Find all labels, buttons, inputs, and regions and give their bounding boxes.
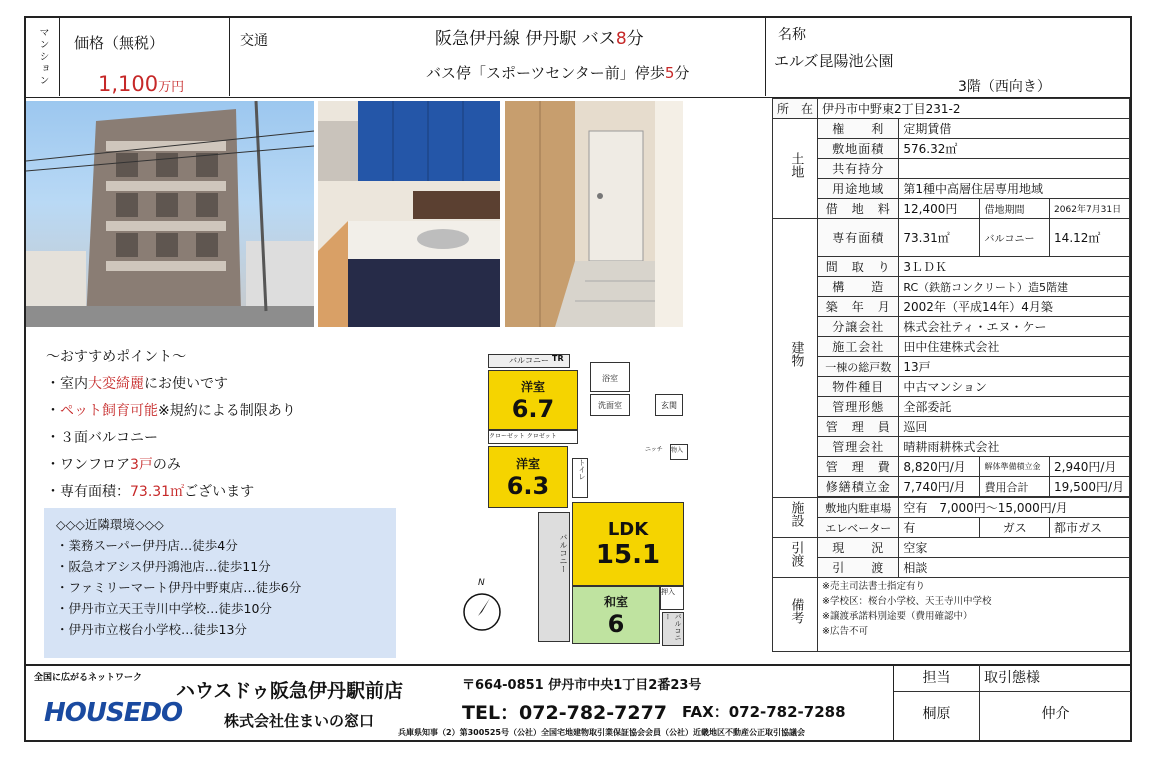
name-label: 名称 [778,27,806,43]
plan-washitsu: 和室 6 [572,586,660,644]
plan-oshiire: 押入 [660,586,684,610]
plan-balcony-bottom: バルコニー [662,612,684,646]
company-name: 株式会社住まいの窓口 [224,712,375,730]
plan-storage: 物入 [670,444,688,460]
point-5: ・専有面積：73.31㎡ございます [46,484,255,500]
property-info-table: 所 在 伊丹市中野東2丁目231-2 土地 権 利 定期賃借 敷地面積 576.32㎡ 共有持分 用途地域 第1種中高層住居専用地域 借 地 料 12,400円 借地期間 2062年7月31日 建物 専有面積 73.31㎡ バルコニー 14.12㎡ 間 取 り 3ＬＤＫ 構 造 RC（鉄筋コンクリート）造5階建 築 年 月 2002年（平成14年）4月築 分譲会社 株式会社ティ・エヌ・ケー 施工会社 田中住建株式会社 一棟の総戸数 13戸 物件種目 中古マンション 管理形態 全部委託 管 理 員 巡回 管理会社 晴耕雨耕株式会社 管 理 費 8,820円/月 解体準備積立金 2,940円/月 修繕積立金 7,740円/月 費用合計 19,500円/月 施設 敷地内駐車場 空有 7,000円〜15,000円/月 エレベーター 有 ガス 都市ガス 引渡 現 況 空家 引 渡 相談 備考 ※売主司法書士指定有り ※学校区：桜台小学校、天王寺川中学校 ※譲渡承諾料別途要（費用確認中） ※広告不可 [772,98,1130,652]
plan-balcony-top: バルコニー [488,354,570,368]
staff-label: 担当 [894,664,980,692]
building-category: 建物 [773,219,818,498]
point-1: ・室内大変綺麗にお使いです [46,376,228,392]
plan-wash: 洗面室 [590,394,630,416]
compass-rose [460,590,504,634]
neighborhood-item: ・伊丹市立天王寺川中学校…徒歩10分 [56,601,272,616]
points-title: ～おすすめポイント～ [46,349,187,365]
store-tel: TEL：072-782-7277 [462,702,668,724]
store-name: ハウスドゥ阪急伊丹駅前店 [176,680,403,702]
staff-box [893,664,1130,740]
entrance-photo [505,101,683,327]
price-block [60,18,230,96]
point-2: ・ペット飼育可能※規約による制限あり [46,403,296,419]
kitchen-illustration [318,101,500,327]
exterior-photo [26,101,314,327]
plan-toilet: トイレ [572,458,588,498]
point-4: ・ワンフロア3戸のみ [46,457,181,473]
network-text: 全国に広がるネットワーク [34,673,143,683]
neighborhood-title: ◇◇◇近隣環境◇◇◇ [56,517,164,532]
neighborhood-item: ・ファミリーマート伊丹中野東店…徒歩6分 [56,580,302,595]
store-address: 〒664-0851 伊丹市中央1丁目2番23号 [462,678,702,693]
compass-icon: N [460,578,504,634]
price-value-wrap [98,72,184,96]
row-location: 所 在 伊丹市中野東2丁目231-2 [773,99,1130,119]
building-illustration [26,101,314,327]
land-category: 土地 [773,119,818,219]
location-value: 伊丹市中野東2丁目231-2 [818,99,1130,119]
store-fax: FAX：072-782-7288 [682,703,846,721]
plan-bath: 浴室 [590,362,630,392]
entrance-illustration [505,101,683,327]
name-block [766,18,1130,96]
plan-ldk: LDK 15.1 [572,502,684,586]
price-label: 価格（無税） [74,34,165,52]
transport-line-1: 阪急伊丹線 伊丹駅 バス8分 [435,29,644,49]
plan-room-western-1: 洋室 6.7 [488,370,578,430]
transport-label: 交通 [240,33,268,49]
deal-label: 取引態様 [980,664,1131,692]
plan-closet: クローゼット クロゼット [488,430,578,444]
neighborhood-box [44,508,396,658]
neighborhood-item: ・阪急オアシス伊丹鴻池店…徒歩11分 [56,559,271,574]
notes-cell: ※売主司法書士指定有り ※学校区：桜台小学校、天王寺川中学校 ※譲渡承諾料別途要（費用確認中） ※広告不可 [818,578,1130,652]
property-type-vertical: マンション [26,18,60,96]
kitchen-photo [318,101,500,327]
plan-balcony-side: バルコニー [538,512,570,642]
staff-value: 桐原 [894,692,980,740]
deal-value: 仲介 [1041,706,1070,722]
plan-niche: ニッチ [645,446,663,453]
license-text: 兵庫県知事（2）第300525号（公社）全国宅地建物取引業保証協会会員（公社）近畿地区不動産公正取引協議会 [398,728,805,737]
handover-category: 引渡 [773,538,818,578]
plan-room-western-2: 洋室 6.3 [488,446,568,508]
plan-tr: TR [552,354,564,363]
notes-category: 備考 [773,578,818,652]
point-3: ・３面バルコニー [46,430,158,446]
price-value: 1,100 [98,72,159,96]
neighborhood-item: ・業務スーパー伊丹店…徒歩4分 [56,538,238,553]
floor-direction: 3階（西向き） [958,79,1051,95]
plan-entrance: 玄関 [655,394,683,416]
transport-block [230,18,766,96]
price-unit: 万円 [158,80,185,95]
floor-plan [480,352,690,658]
building-name: エルズ昆陽池公園 [774,52,894,70]
facility-category: 施設 [773,498,818,538]
transport-line-2: バス停「スポーツセンター前」停歩5分 [426,64,690,82]
recommend-points [46,344,426,506]
housedo-logo: HOUSEDO [44,698,183,728]
neighborhood-item: ・伊丹市立桜台小学校…徒歩13分 [56,622,247,637]
